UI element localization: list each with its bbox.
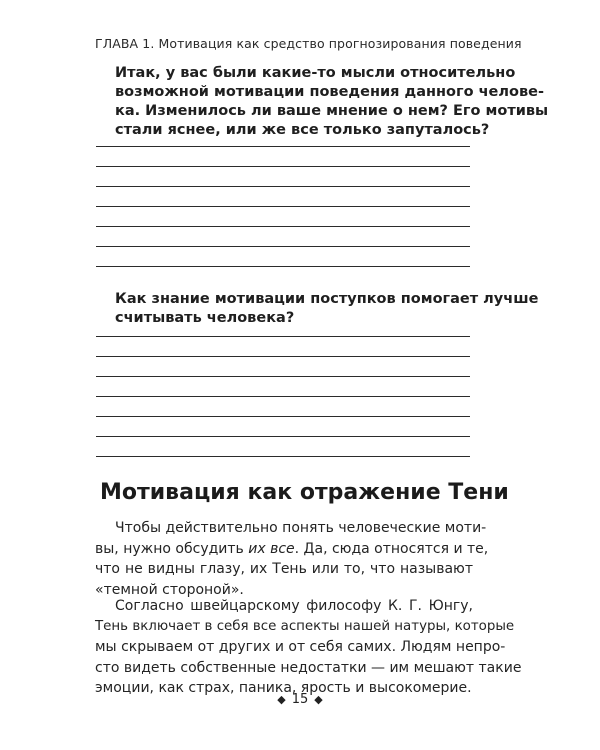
paragraph-1: [95, 518, 489, 600]
diamond-ornament-icon: ◆: [277, 693, 286, 706]
paragraph-line: эмоции, как страх, паника, ярость и высокомерие.: [95, 680, 472, 696]
writing-line[interactable]: [96, 396, 470, 397]
paragraph-2: [95, 596, 522, 699]
question-line: ка. Изменилось ли ваше мнение о нем? Его мотивы: [115, 103, 549, 119]
running-head: ГЛАВА 1. Мотивация как средство прогнозирования поведения: [95, 36, 522, 51]
emphasis-text: их все: [248, 540, 295, 557]
text-segment: . Да, сюда относятся и те,: [294, 540, 489, 557]
paragraph-line: Чтобы действительно понять человеческие моти-: [115, 520, 487, 536]
question-line: возможной мотивации поведения данного челове-: [115, 84, 544, 100]
writing-line[interactable]: [96, 416, 470, 417]
paragraph-line: что не видны глазу, их Тень или то, что называют: [95, 561, 473, 577]
paragraph-line: сто видеть собственные недостатки — им мешают такие: [95, 659, 522, 676]
section-title: Мотивация как отражение Тени: [100, 480, 509, 505]
paragraph-line: [95, 539, 489, 560]
text-segment: вы, нужно обсудить: [95, 540, 249, 557]
writing-line[interactable]: [96, 146, 470, 147]
paragraph-line: Согласно швейцарскому философу К. Г. Юнгу,: [115, 598, 473, 614]
diamond-ornament-icon: ◆: [314, 693, 323, 706]
writing-line[interactable]: [96, 206, 470, 207]
writing-line[interactable]: [96, 266, 470, 267]
question-line: считывать человека?: [115, 310, 295, 326]
writing-line[interactable]: [96, 246, 470, 247]
question-2: [115, 290, 539, 328]
writing-line[interactable]: [96, 186, 470, 187]
writing-line[interactable]: [96, 376, 470, 377]
writing-line[interactable]: [96, 166, 470, 167]
question-line: Итак, у вас были какие-то мысли относительно: [115, 65, 516, 81]
writing-line[interactable]: [96, 336, 470, 337]
page-number: 15: [291, 692, 309, 707]
paragraph-line: Тень включает в себя все аспекты нашей натуры, которые: [95, 618, 515, 634]
paragraph-line: мы скрываем от других и от себя самих. Людям непро-: [95, 639, 506, 655]
question-1: [115, 64, 549, 140]
writing-line[interactable]: [96, 436, 470, 437]
writing-line[interactable]: [96, 356, 470, 357]
paragraph-line: «темной стороной».: [95, 581, 244, 598]
writing-line[interactable]: [96, 456, 470, 457]
question-line: стали яснее, или же все только запуталось?: [115, 122, 490, 138]
page-footer: [0, 692, 600, 707]
writing-line[interactable]: [96, 226, 470, 227]
question-line: Как знание мотивации поступков помогает лучше: [115, 291, 539, 307]
